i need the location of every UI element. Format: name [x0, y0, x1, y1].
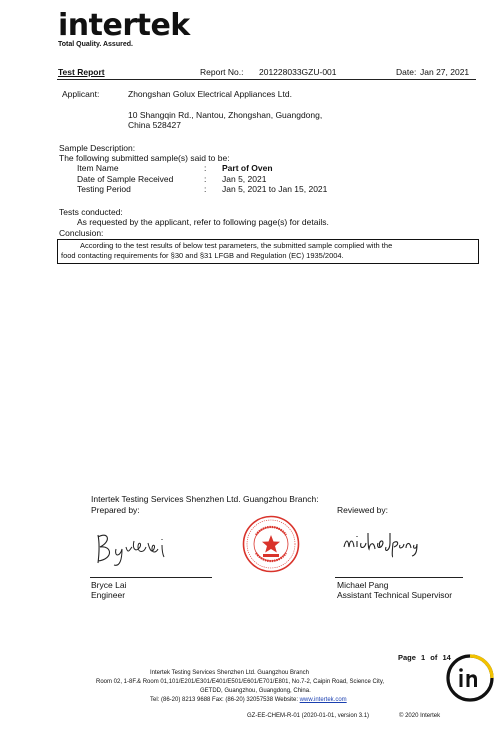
report-no-label: Report No.: — [200, 67, 244, 77]
conclusion-line-1: According to the test results of below test parameters, the submitted sample complied with the — [80, 241, 393, 250]
applicant-address-1: 10 Shangqin Rd., Nantou, Zhongshan, Guangdong, — [128, 110, 323, 120]
preparer-name: Bryce Lai — [91, 580, 127, 590]
applicant-label: Applicant: — [62, 89, 100, 99]
sample-intro: The following submitted sample(s) said to be: — [59, 153, 230, 163]
applicant-name: Zhongshan Golux Electrical Appliances Ltd. — [128, 89, 292, 99]
footer-contact: Tel: (86-20) 8213 9688 Fax: (86-20) 32057538 Website: www.intertek.com — [150, 697, 347, 703]
conclusion-line-2: food contacting requirements for §30 and §31 LFGB and Regulation (EC) 1935/2004. — [61, 251, 344, 260]
sample-row-sep: : — [204, 184, 207, 194]
preparer-signature — [90, 527, 170, 569]
preparer-title: Engineer — [91, 590, 126, 600]
sample-row-sep: : — [204, 163, 207, 173]
report-no: 201228033GZU-001 — [259, 67, 337, 77]
website-link[interactable]: www.intertek.com — [299, 697, 347, 703]
reviewer-name: Michael Pang — [337, 580, 389, 590]
lab-company: Intertek Testing Services Shenzhen Ltd. Guangzhou Branch: — [91, 494, 319, 504]
sample-row-sep: : — [204, 174, 207, 184]
sample-heading: Sample Description: — [59, 143, 136, 153]
conclusion-heading: Conclusion: — [59, 228, 104, 238]
reviewer-title: Assistant Technical Supervisor — [337, 590, 453, 600]
tests-heading: Tests conducted: — [59, 207, 123, 217]
sample-row-label: Testing Period — [77, 184, 131, 194]
sample-row-value: Jan 5, 2021 to Jan 15, 2021 — [222, 184, 328, 194]
tagline: Total Quality. Assured. — [58, 41, 133, 48]
reviewer-signature-line — [335, 577, 463, 578]
reviewer-signature — [340, 523, 420, 559]
header-divider — [57, 79, 476, 80]
sample-row-value: Jan 5, 2021 — [222, 174, 267, 184]
sample-row-value: Part of Oven — [222, 163, 273, 173]
footer-address-1: Room 02, 1-8F.& Room 01,101/E201/E301/E401/E501/E601/E701/E801, No.7-2, Caipin Road, Science City, — [96, 679, 385, 685]
sample-row-label: Date of Sample Received — [77, 174, 174, 184]
report-label: Test Report — [58, 67, 105, 77]
footer-company: Intertek Testing Services Shenzhen Ltd. Guangzhou Branch — [150, 670, 309, 676]
tests-text: As requested by the applicant, refer to following page(s) for details. — [77, 217, 329, 227]
date-label: Date: — [396, 67, 417, 77]
report-date: Jan 27, 2021 — [420, 67, 470, 77]
company-seal-icon — [242, 515, 300, 573]
intertek-badge-icon — [445, 653, 495, 703]
copyright: © 2020 Intertek — [399, 713, 441, 719]
prepared-label: Prepared by: — [91, 505, 140, 515]
intertek-logo: intertek — [58, 8, 190, 43]
reviewed-label: Reviewed by: — [337, 505, 389, 515]
applicant-address-2: China 528427 — [128, 120, 181, 130]
page-indicator: Page 1 of 14 — [398, 653, 451, 662]
doc-code: GZ-EE-CHEM-R-01 (2020-01-01, version 3.1) — [247, 713, 370, 719]
footer-address-2: GETDD, Guangzhou, Guangdong, China. — [200, 688, 311, 694]
preparer-signature-line — [90, 577, 212, 578]
sample-row-label: Item Name — [77, 163, 119, 173]
